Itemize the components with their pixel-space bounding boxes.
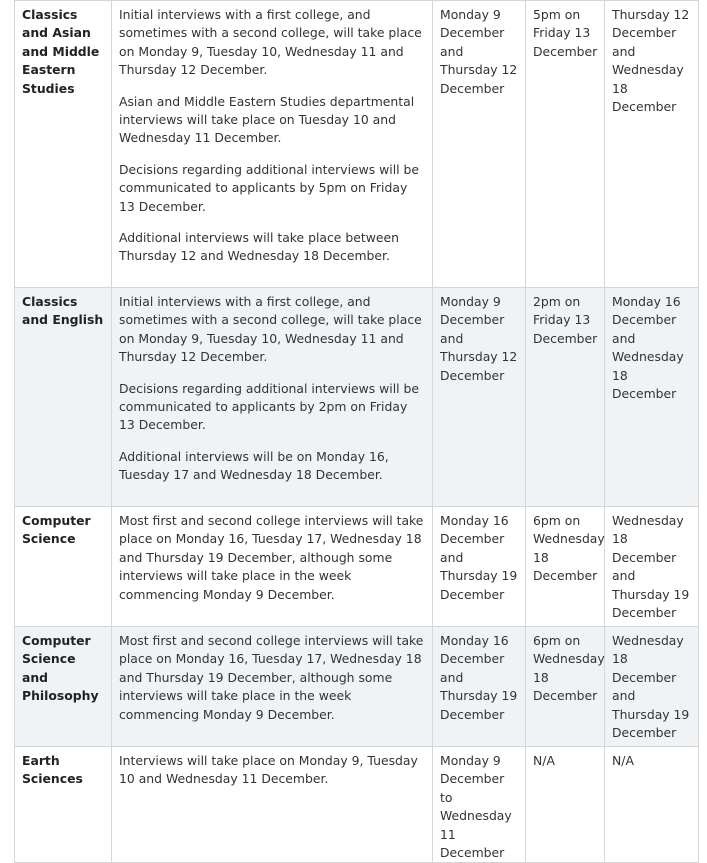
additional-dates-cell: Wednesday 18 December and Thursday 19 December bbox=[605, 627, 699, 747]
interview-dates-cell: Monday 9 December and Thursday 12 December bbox=[433, 288, 526, 507]
additional-dates-cell: Wednesday 18 December and Thursday 19 December bbox=[605, 507, 699, 627]
interview-dates-cell: Monday 9 December and Thursday 12 December bbox=[433, 1, 526, 288]
table-row bbox=[15, 288, 699, 507]
subject-cell: Earth Sciences bbox=[15, 747, 112, 863]
table-row bbox=[15, 747, 699, 863]
subject-cell: Classics and English bbox=[15, 288, 112, 507]
additional-dates-cell: Monday 16 December and Wednesday 18 December bbox=[605, 288, 699, 507]
interview-dates-cell: Monday 16 December and Thursday 19 December bbox=[433, 507, 526, 627]
additional-dates-cell: Thursday 12 December and Wednesday 18 December bbox=[605, 1, 699, 288]
details-paragraph: Most first and second college interviews will take place on Monday 16, Tuesday 17, Wednesday 18 and Thursday 19 December, although some interviews will take place in the week commencing Monday 9 December. bbox=[119, 633, 424, 722]
subject-cell: Classics and Asian and Middle Eastern Studies bbox=[15, 1, 112, 288]
interview-dates-cell: Monday 16 December and Thursday 19 December bbox=[433, 627, 526, 747]
interview-dates-cell: Monday 9 December to Wednesday 11 December bbox=[433, 747, 526, 863]
details-paragraph: Most first and second college interviews will take place on Monday 16, Tuesday 17, Wednesday 18 and Thursday 19 December, although some interviews will take place in the week commencing Monday 9 December. bbox=[119, 513, 424, 602]
details-paragraph: Asian and Middle Eastern Studies departmental interviews will take place on Tuesday 10 and Wednesday 11 December. bbox=[119, 93, 415, 146]
notification-cell: N/A bbox=[526, 747, 605, 863]
details-cell bbox=[112, 1, 433, 288]
table-row bbox=[15, 507, 699, 627]
subject-cell: Computer Science and Philosophy bbox=[15, 627, 112, 747]
notification-cell: 2pm on Friday 13 December bbox=[526, 288, 605, 507]
details-paragraph: Additional interviews will take place between Thursday 12 and Wednesday 18 December. bbox=[119, 230, 399, 264]
notification-cell: 6pm on Wednesday 18 December bbox=[526, 507, 605, 627]
notification-cell: 6pm on Wednesday 18 December bbox=[526, 627, 605, 747]
details-paragraph: Interviews will take place on Monday 9, Tuesday 10 and Wednesday 11 December. bbox=[119, 753, 418, 787]
details-paragraph: Decisions regarding additional interviews will be communicated to applicants by 5pm on Friday 13 December. bbox=[119, 161, 420, 214]
details-paragraph: Initial interviews with a first college, and sometimes with a second college, will take place on Monday 9, Tuesday 10, Wednesday 11 and Thursday 12 December. bbox=[119, 7, 422, 78]
subject-cell: Computer Science bbox=[15, 507, 112, 627]
details-cell bbox=[112, 627, 433, 747]
details-cell bbox=[112, 747, 433, 863]
notification-cell: 5pm on Friday 13 December bbox=[526, 1, 605, 288]
table-row bbox=[15, 627, 699, 747]
details-paragraph: Additional interviews will be on Monday 16, Tuesday 17 and Wednesday 18 December. bbox=[119, 448, 389, 483]
interview-schedule-table bbox=[14, 0, 699, 863]
details-cell bbox=[112, 507, 433, 627]
additional-dates-cell: N/A bbox=[605, 747, 699, 863]
details-paragraph: Initial interviews with a first college, and sometimes with a second college, will take place on Monday 9, Tuesday 10, Wednesday 11 and Thursday 12 December. bbox=[119, 294, 422, 365]
details-cell bbox=[112, 288, 433, 507]
details-paragraph: Decisions regarding additional interviews will be communicated to applicants by 2pm on Friday 13 December. bbox=[119, 380, 420, 433]
table-row bbox=[15, 1, 699, 288]
